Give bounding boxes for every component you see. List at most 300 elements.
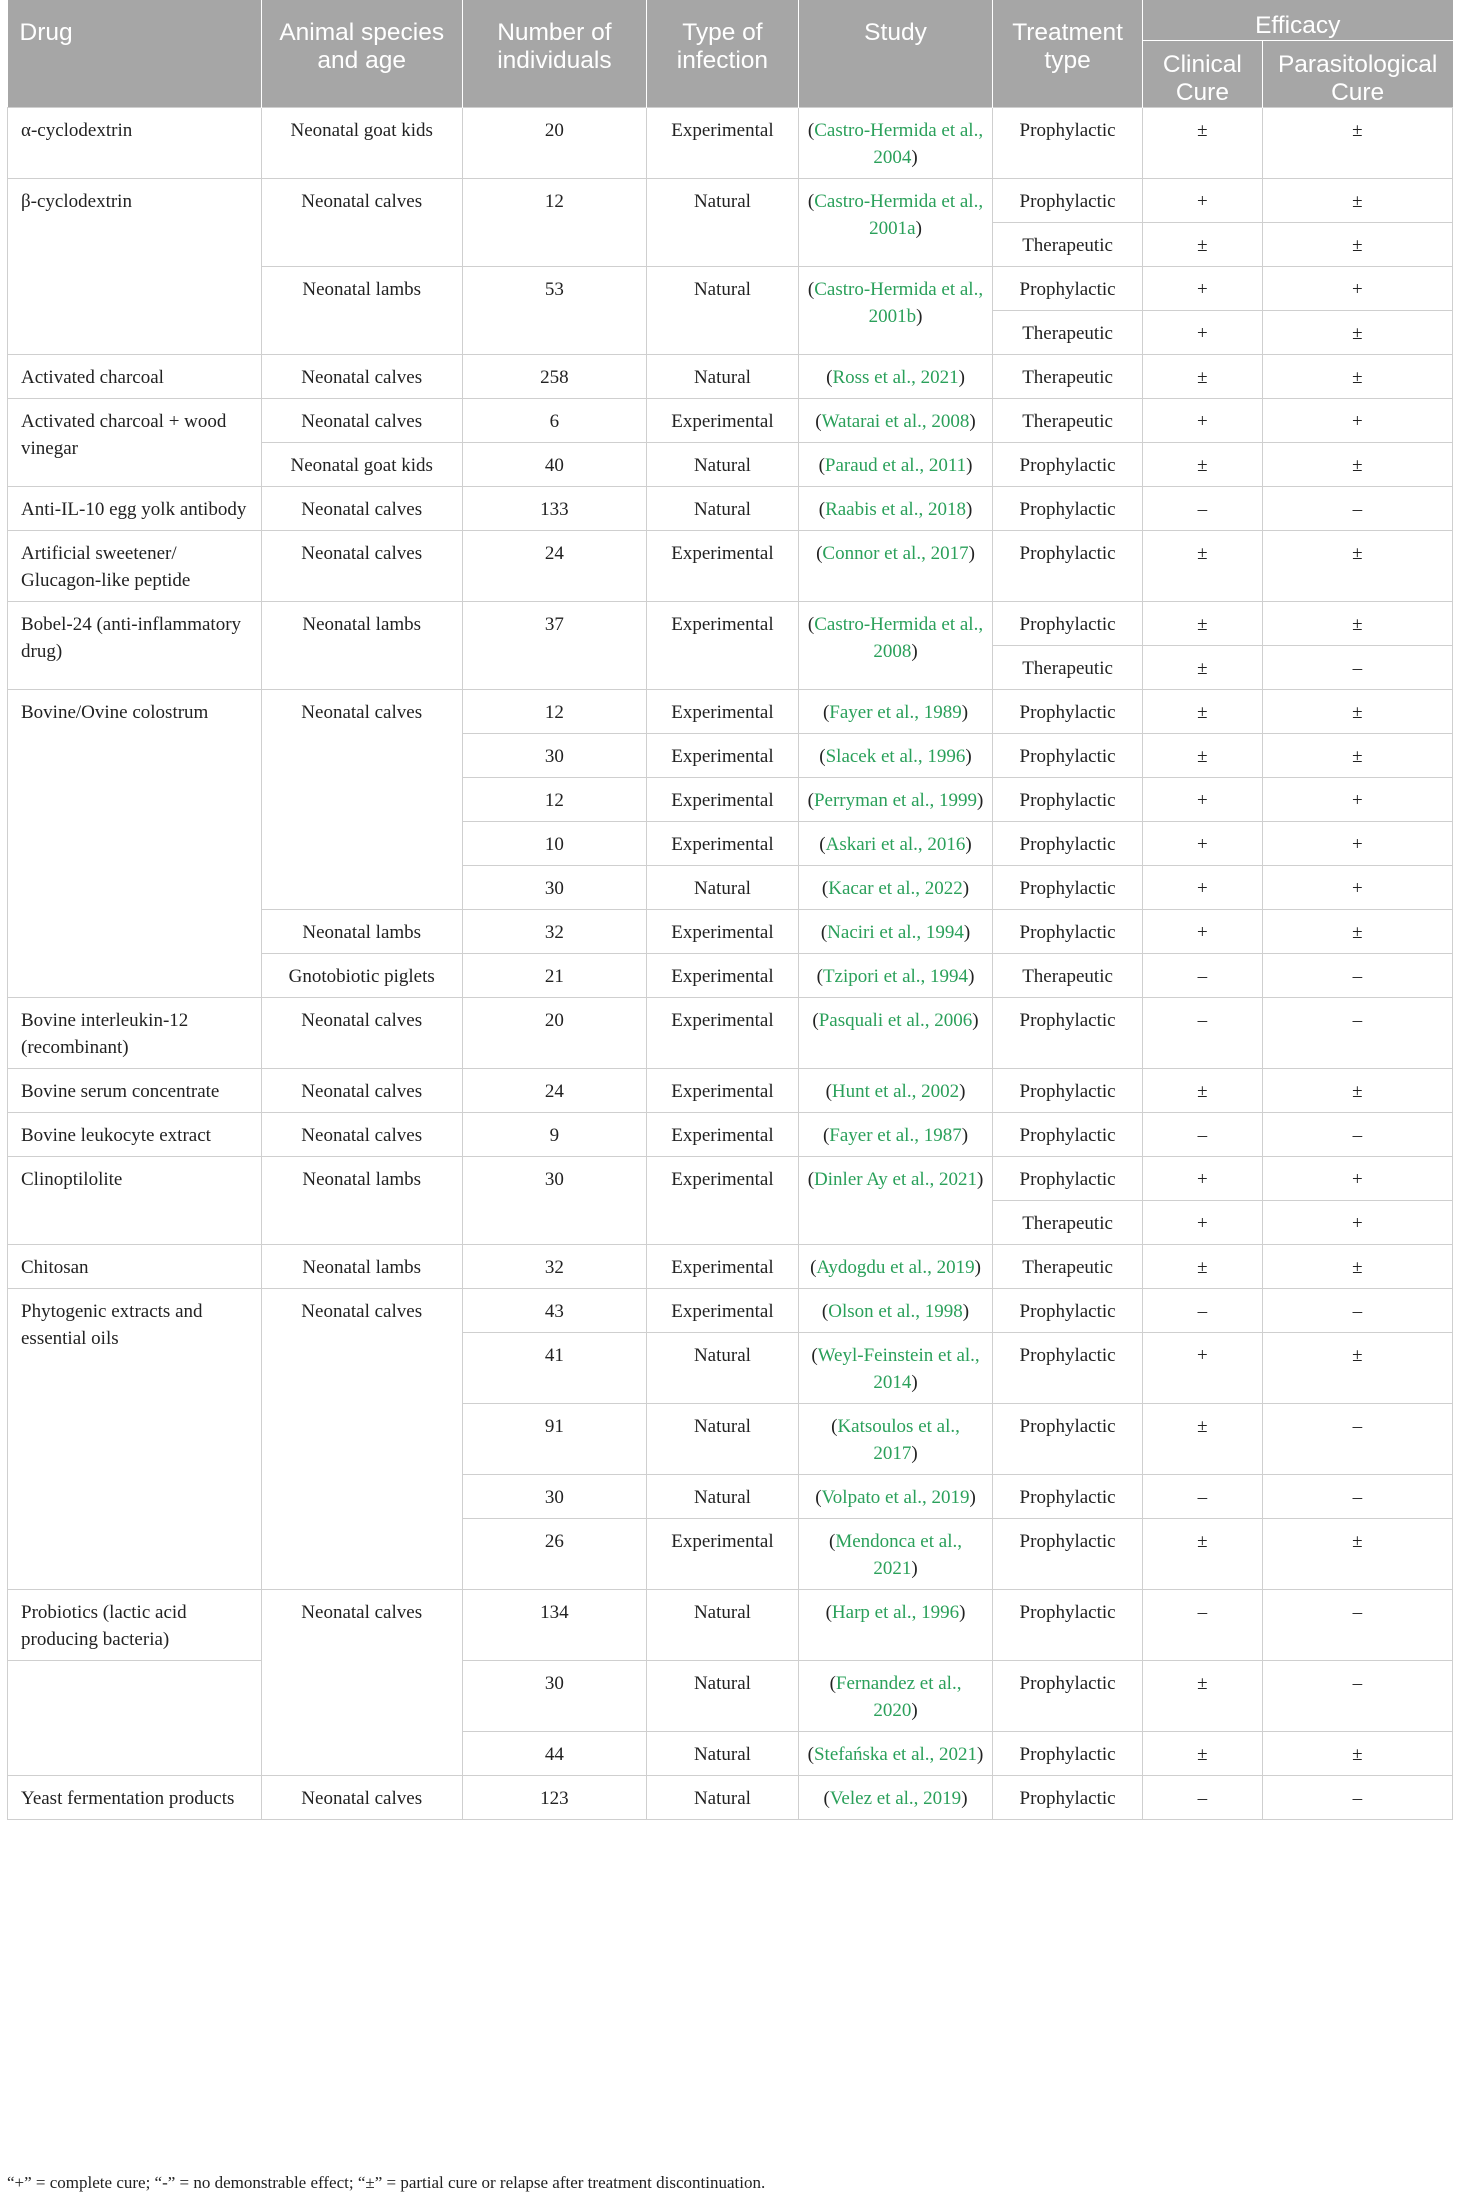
paren-open: ( xyxy=(816,543,823,564)
cell-treatment: Prophylactic xyxy=(993,179,1143,223)
cell-treatment: Prophylactic xyxy=(993,602,1143,646)
cell-treatment: Prophylactic xyxy=(993,910,1143,954)
cell-infection: Experimental xyxy=(646,1519,798,1590)
paren-open: ( xyxy=(819,834,826,855)
cell-number: 24 xyxy=(462,531,646,602)
cell-study xyxy=(798,487,992,531)
cell-clinical-cure: ± xyxy=(1143,1069,1263,1113)
cell-study xyxy=(798,1289,992,1333)
table-body xyxy=(8,108,1453,1820)
cell-treatment: Therapeutic xyxy=(993,1245,1143,1289)
study-citation-link[interactable]: Harp et al., 1996 xyxy=(831,1602,960,1623)
cell-treatment: Prophylactic xyxy=(993,998,1143,1069)
cell-drug: Phytogenic extracts and essential oils xyxy=(8,1289,262,1590)
cell-clinical-cure: + xyxy=(1143,1157,1263,1201)
study-citation-link[interactable]: Stefańska et al., 2021 xyxy=(813,1744,978,1765)
cell-clinical-cure: + xyxy=(1143,778,1263,822)
cell-clinical-cure: ± xyxy=(1143,734,1263,778)
cell-parasitological-cure: ± xyxy=(1262,690,1452,734)
paren-close: ) xyxy=(961,1788,968,1809)
table-row xyxy=(8,690,1453,734)
cell-species: Neonatal lambs xyxy=(261,910,462,954)
paren-open: ( xyxy=(831,1416,838,1437)
cell-study xyxy=(798,778,992,822)
cell-study xyxy=(798,690,992,734)
cell-number: 10 xyxy=(462,822,646,866)
study-citation-link[interactable]: Tzipori et al., 1994 xyxy=(822,966,969,987)
cell-infection: Experimental xyxy=(646,734,798,778)
cell-species: Neonatal calves xyxy=(261,531,462,602)
cell-treatment: Prophylactic xyxy=(993,108,1143,179)
cell-clinical-cure: + xyxy=(1143,179,1263,223)
study-citation-link[interactable]: Aydogdu et al., 2019 xyxy=(816,1257,975,1278)
paren-close: ) xyxy=(965,746,972,767)
table-row xyxy=(8,1289,1453,1333)
cell-species: Neonatal goat kids xyxy=(261,108,462,179)
cell-clinical-cure: – xyxy=(1143,487,1263,531)
cell-drug: Bovine leukocyte extract xyxy=(8,1113,262,1157)
paren-close: ) xyxy=(911,1558,918,1579)
cell-study xyxy=(798,179,992,267)
cell-infection: Natural xyxy=(646,355,798,399)
cell-infection: Natural xyxy=(646,443,798,487)
cell-drug: Bovine serum concentrate xyxy=(8,1069,262,1113)
cell-species: Neonatal lambs xyxy=(261,602,462,690)
cell-parasitological-cure: + xyxy=(1262,822,1452,866)
cell-study xyxy=(798,1475,992,1519)
cell-infection: Natural xyxy=(646,1776,798,1820)
paren-close: ) xyxy=(911,1372,918,1393)
study-citation-link[interactable]: Volpato et al., 2019 xyxy=(821,1487,970,1508)
cell-number: 20 xyxy=(462,998,646,1069)
paren-open: ( xyxy=(819,746,826,767)
cell-species: Neonatal goat kids xyxy=(261,443,462,487)
paren-open: ( xyxy=(826,367,833,388)
cell-infection: Natural xyxy=(646,1475,798,1519)
cell-clinical-cure: ± xyxy=(1143,690,1263,734)
cell-drug: β-cyclodextrin xyxy=(8,179,262,355)
table-row xyxy=(8,1113,1453,1157)
paren-close: ) xyxy=(959,1081,966,1102)
study-citation-link[interactable]: Mendonca et al., 2021 xyxy=(835,1531,962,1579)
cell-drug: Artificial sweetener/ Glucagon-like peptide xyxy=(8,531,262,602)
cell-parasitological-cure: ± xyxy=(1262,1732,1452,1776)
cell-treatment: Prophylactic xyxy=(993,822,1143,866)
paren-open: ( xyxy=(815,411,822,432)
study-citation-link[interactable]: Watarai et al., 2008 xyxy=(821,411,970,432)
cell-clinical-cure: – xyxy=(1143,1289,1263,1333)
paren-close: ) xyxy=(977,790,984,811)
cell-number: 40 xyxy=(462,443,646,487)
paren-close: ) xyxy=(911,1700,918,1721)
cell-number: 258 xyxy=(462,355,646,399)
paren-open: ( xyxy=(821,878,829,899)
paren-close: ) xyxy=(962,1301,970,1322)
study-citation-link[interactable]: Kacar et al., 2022 xyxy=(828,878,963,899)
paren-open: ( xyxy=(811,1345,818,1366)
cell-study xyxy=(798,531,992,602)
cell-parasitological-cure: ± xyxy=(1262,1519,1452,1590)
cell-parasitological-cure: ± xyxy=(1262,1245,1452,1289)
cell-species: Gnotobiotic piglets xyxy=(261,954,462,998)
cell-parasitological-cure: + xyxy=(1262,866,1452,910)
cell-clinical-cure: + xyxy=(1143,267,1263,311)
cell-drug: Anti-IL-10 egg yolk antibody xyxy=(8,487,262,531)
cell-drug xyxy=(8,1661,262,1776)
cell-study xyxy=(798,1333,992,1404)
cell-study xyxy=(798,954,992,998)
cell-infection: Experimental xyxy=(646,1289,798,1333)
cell-study xyxy=(798,1245,992,1289)
paren-close: ) xyxy=(965,834,972,855)
cell-clinical-cure: – xyxy=(1143,954,1263,998)
table-row xyxy=(8,602,1453,646)
cell-number: 26 xyxy=(462,1519,646,1590)
paren-close: ) xyxy=(911,641,918,662)
table-row xyxy=(8,179,1453,223)
study-citation-link[interactable]: Connor et al., 2017 xyxy=(822,543,969,564)
cell-number: 30 xyxy=(462,866,646,910)
cell-study xyxy=(798,910,992,954)
cell-clinical-cure: + xyxy=(1143,910,1263,954)
paren-open: ( xyxy=(807,1169,815,1190)
cell-parasitological-cure: – xyxy=(1262,1113,1452,1157)
cell-treatment: Prophylactic xyxy=(993,1404,1143,1475)
cell-study xyxy=(798,267,992,355)
cell-parasitological-cure: – xyxy=(1262,1404,1452,1475)
cell-treatment: Prophylactic xyxy=(993,1157,1143,1201)
cell-treatment: Therapeutic xyxy=(993,954,1143,998)
cell-species: Neonatal calves xyxy=(261,998,462,1069)
cell-infection: Natural xyxy=(646,1732,798,1776)
cell-parasitological-cure: ± xyxy=(1262,531,1452,602)
paren-open: ( xyxy=(818,455,825,476)
study-citation-link[interactable]: Askari et al., 2016 xyxy=(825,834,966,855)
cell-clinical-cure: ± xyxy=(1143,1245,1263,1289)
paren-close: ) xyxy=(959,1602,966,1623)
table-row xyxy=(8,1776,1453,1820)
cell-infection: Experimental xyxy=(646,1069,798,1113)
cell-infection: Experimental xyxy=(646,1157,798,1245)
cell-species: Neonatal calves xyxy=(261,487,462,531)
study-citation-link[interactable]: Weyl-Feinstein et al., 2014 xyxy=(817,1345,980,1393)
paren-open: ( xyxy=(807,191,815,212)
cell-parasitological-cure: ± xyxy=(1262,108,1452,179)
cell-treatment: Prophylactic xyxy=(993,1069,1143,1113)
cell-species: Neonatal calves xyxy=(261,179,462,267)
cell-infection: Experimental xyxy=(646,690,798,734)
paren-open: ( xyxy=(807,1744,814,1765)
header-species: Animal species and age xyxy=(261,0,462,108)
study-citation-link[interactable]: Raabis et al., 2018 xyxy=(825,499,966,520)
cell-clinical-cure: + xyxy=(1143,866,1263,910)
cell-clinical-cure: + xyxy=(1143,1201,1263,1245)
paren-open: ( xyxy=(807,790,814,811)
study-citation-link[interactable]: Castro-Hermida et al., 2008 xyxy=(814,614,984,662)
cell-species: Neonatal lambs xyxy=(261,1245,462,1289)
paren-close: ) xyxy=(972,1010,979,1031)
cell-treatment: Prophylactic xyxy=(993,1113,1143,1157)
study-citation-link[interactable]: Castro-Hermida et al., 2001b xyxy=(814,279,984,327)
cell-parasitological-cure: ± xyxy=(1262,311,1452,355)
cell-clinical-cure: + xyxy=(1143,311,1263,355)
cell-number: 43 xyxy=(462,1289,646,1333)
cell-study xyxy=(798,734,992,778)
cell-study xyxy=(798,1157,992,1245)
cell-treatment: Therapeutic xyxy=(993,223,1143,267)
cell-clinical-cure: – xyxy=(1143,1113,1263,1157)
table-footnote: “+” = complete cure; “-” = no demonstrable effect; “±” = partial cure or relapse after treatment discontinuation. xyxy=(7,2173,766,2192)
paren-close: ) xyxy=(968,966,975,987)
cell-parasitological-cure: ± xyxy=(1262,179,1452,223)
cell-infection: Natural xyxy=(646,1333,798,1404)
cell-drug: Activated charcoal + wood vinegar xyxy=(8,399,262,487)
efficacy-table xyxy=(7,0,1453,1820)
cell-clinical-cure: – xyxy=(1143,1776,1263,1820)
paren-open: ( xyxy=(815,1487,822,1508)
cell-infection: Experimental xyxy=(646,399,798,443)
paren-open: ( xyxy=(822,702,830,723)
cell-infection: Experimental xyxy=(646,778,798,822)
cell-clinical-cure: ± xyxy=(1143,1661,1263,1732)
cell-clinical-cure: + xyxy=(1143,1333,1263,1404)
cell-parasitological-cure: ± xyxy=(1262,223,1452,267)
cell-clinical-cure: – xyxy=(1143,1475,1263,1519)
paren-open: ( xyxy=(807,279,815,300)
header-number: Number of individuals xyxy=(462,0,646,108)
study-citation-link[interactable]: Naciri et al., 1994 xyxy=(827,922,964,943)
cell-parasitological-cure: ± xyxy=(1262,1333,1452,1404)
cell-species: Neonatal calves xyxy=(261,1113,462,1157)
study-citation-link[interactable]: Dinler Ay et al., 2021 xyxy=(814,1169,977,1190)
cell-drug: Bovine/Ovine colostrum xyxy=(8,690,262,998)
cell-treatment: Prophylactic xyxy=(993,1661,1143,1732)
study-citation-link[interactable]: Fayer et al., 1989 xyxy=(829,702,962,723)
header-drug: Drug xyxy=(8,0,262,108)
header-efficacy: Efficacy xyxy=(1143,0,1453,41)
paren-close: ) xyxy=(974,1257,981,1278)
cell-infection: Experimental xyxy=(646,531,798,602)
table-row xyxy=(8,1590,1453,1661)
cell-parasitological-cure: – xyxy=(1262,646,1452,690)
paren-close: ) xyxy=(916,306,923,327)
paren-open: ( xyxy=(825,1081,832,1102)
paren-close: ) xyxy=(969,1487,976,1508)
paren-close: ) xyxy=(961,702,969,723)
cell-number: 20 xyxy=(462,108,646,179)
paren-close: ) xyxy=(966,455,973,476)
cell-clinical-cure: – xyxy=(1143,998,1263,1069)
cell-parasitological-cure: ± xyxy=(1262,355,1452,399)
paren-close: ) xyxy=(958,367,965,388)
cell-study xyxy=(798,1776,992,1820)
cell-number: 9 xyxy=(462,1113,646,1157)
cell-treatment: Prophylactic xyxy=(993,866,1143,910)
cell-clinical-cure: + xyxy=(1143,399,1263,443)
paren-close: ) xyxy=(915,218,922,239)
cell-study xyxy=(798,866,992,910)
cell-parasitological-cure: – xyxy=(1262,1776,1452,1820)
study-citation-link[interactable]: Perryman et al., 1999 xyxy=(813,790,978,811)
cell-treatment: Prophylactic xyxy=(993,778,1143,822)
study-citation-link[interactable]: Velez et al., 2019 xyxy=(829,1788,962,1809)
cell-study xyxy=(798,399,992,443)
cell-treatment: Prophylactic xyxy=(993,1776,1143,1820)
cell-treatment: Prophylactic xyxy=(993,690,1143,734)
cell-infection: Experimental xyxy=(646,910,798,954)
cell-species: Neonatal lambs xyxy=(261,1157,462,1245)
cell-parasitological-cure: ± xyxy=(1262,734,1452,778)
cell-study xyxy=(798,998,992,1069)
paren-open: ( xyxy=(818,499,826,520)
cell-infection: Natural xyxy=(646,1590,798,1661)
paren-open: ( xyxy=(823,1788,830,1809)
cell-parasitological-cure: – xyxy=(1262,1590,1452,1661)
study-citation-link[interactable]: Pasquali et al., 2006 xyxy=(818,1010,973,1031)
cell-study xyxy=(798,1404,992,1475)
study-citation-link[interactable]: Ross et al., 2021 xyxy=(832,367,959,388)
table-row xyxy=(8,355,1453,399)
cell-number: 6 xyxy=(462,399,646,443)
study-citation-link[interactable]: Katsoulos et al., 2017 xyxy=(837,1416,960,1464)
cell-study xyxy=(798,602,992,690)
cell-treatment: Therapeutic xyxy=(993,399,1143,443)
cell-study xyxy=(798,443,992,487)
cell-clinical-cure: ± xyxy=(1143,355,1263,399)
paren-open: ( xyxy=(807,614,815,635)
header-treatment: Treatment type xyxy=(993,0,1143,108)
cell-parasitological-cure: – xyxy=(1262,487,1452,531)
paren-close: ) xyxy=(911,1443,918,1464)
cell-treatment: Prophylactic xyxy=(993,1732,1143,1776)
cell-drug: Clinoptilolite xyxy=(8,1157,262,1245)
study-citation-link[interactable]: Hunt et al., 2002 xyxy=(831,1081,960,1102)
cell-infection: Natural xyxy=(646,1661,798,1732)
cell-parasitological-cure: + xyxy=(1262,399,1452,443)
table-row xyxy=(8,108,1453,179)
cell-species: Neonatal calves xyxy=(261,690,462,910)
header-study: Study xyxy=(798,0,992,108)
study-citation-link[interactable]: Fernandez et al., 2020 xyxy=(835,1673,962,1721)
paren-open: ( xyxy=(821,1301,829,1322)
cell-parasitological-cure: ± xyxy=(1262,910,1452,954)
paren-open: ( xyxy=(822,1125,830,1146)
cell-parasitological-cure: + xyxy=(1262,267,1452,311)
cell-species: Neonatal lambs xyxy=(261,267,462,355)
cell-study xyxy=(798,1113,992,1157)
cell-species: Neonatal calves xyxy=(261,1776,462,1820)
cell-infection: Experimental xyxy=(646,1245,798,1289)
cell-treatment: Therapeutic xyxy=(993,1201,1143,1245)
cell-number: 12 xyxy=(462,690,646,734)
cell-number: 32 xyxy=(462,1245,646,1289)
cell-treatment: Therapeutic xyxy=(993,355,1143,399)
cell-parasitological-cure: + xyxy=(1262,1201,1452,1245)
cell-treatment: Prophylactic xyxy=(993,1333,1143,1404)
paren-close: ) xyxy=(961,1125,969,1146)
cell-treatment: Prophylactic xyxy=(993,1289,1143,1333)
cell-drug: Bovine interleukin-12 (recombinant) xyxy=(8,998,262,1069)
study-citation-link[interactable]: Paraud et al., 2011 xyxy=(824,455,967,476)
table-row xyxy=(8,998,1453,1069)
paren-open: ( xyxy=(816,966,823,987)
cell-clinical-cure: + xyxy=(1143,822,1263,866)
cell-infection: Experimental xyxy=(646,1113,798,1157)
cell-clinical-cure: ± xyxy=(1143,1732,1263,1776)
cell-number: 30 xyxy=(462,1475,646,1519)
table-row xyxy=(8,1245,1453,1289)
cell-study xyxy=(798,1519,992,1590)
cell-study xyxy=(798,1661,992,1732)
cell-infection: Natural xyxy=(646,487,798,531)
cell-drug: Chitosan xyxy=(8,1245,262,1289)
cell-infection: Experimental xyxy=(646,954,798,998)
cell-drug: Activated charcoal xyxy=(8,355,262,399)
cell-parasitological-cure: ± xyxy=(1262,1069,1452,1113)
cell-species: Neonatal calves xyxy=(261,355,462,399)
cell-clinical-cure: ± xyxy=(1143,531,1263,602)
cell-infection: Natural xyxy=(646,1404,798,1475)
cell-clinical-cure: – xyxy=(1143,1590,1263,1661)
cell-infection: Experimental xyxy=(646,108,798,179)
cell-drug: Yeast fermentation products xyxy=(8,1776,262,1820)
cell-number: 44 xyxy=(462,1732,646,1776)
paren-close: ) xyxy=(963,922,971,943)
cell-number: 24 xyxy=(462,1069,646,1113)
cell-treatment: Prophylactic xyxy=(993,443,1143,487)
paren-open: ( xyxy=(829,1531,836,1552)
paren-close: ) xyxy=(969,411,976,432)
paren-open: ( xyxy=(829,1673,836,1694)
cell-number: 12 xyxy=(462,179,646,267)
cell-clinical-cure: ± xyxy=(1143,602,1263,646)
cell-parasitological-cure: – xyxy=(1262,1661,1452,1732)
cell-drug: Bobel-24 (anti-inflammatory drug) xyxy=(8,602,262,690)
cell-number: 30 xyxy=(462,734,646,778)
paren-open: ( xyxy=(812,1010,819,1031)
study-citation-link[interactable]: Castro-Hermida et al., 2001a xyxy=(814,191,984,239)
cell-drug: Probiotics (lactic acid producing bacteria) xyxy=(8,1590,262,1661)
cell-parasitological-cure: – xyxy=(1262,1475,1452,1519)
cell-treatment: Prophylactic xyxy=(993,267,1143,311)
cell-study xyxy=(798,1590,992,1661)
cell-number: 41 xyxy=(462,1333,646,1404)
table-row xyxy=(8,1069,1453,1113)
study-citation-link[interactable]: Fayer et al., 1987 xyxy=(829,1125,962,1146)
paren-close: ) xyxy=(977,1744,984,1765)
table-row xyxy=(8,399,1453,443)
study-citation-link[interactable]: Olson et al., 1998 xyxy=(828,1301,963,1322)
cell-number: 134 xyxy=(462,1590,646,1661)
cell-parasitological-cure: ± xyxy=(1262,602,1452,646)
cell-treatment: Prophylactic xyxy=(993,1590,1143,1661)
study-citation-link[interactable]: Castro-Hermida et al., 2004 xyxy=(814,120,984,168)
paren-close: ) xyxy=(965,499,973,520)
study-citation-link[interactable]: Slacek et al., 1996 xyxy=(825,746,966,767)
cell-number: 32 xyxy=(462,910,646,954)
cell-species: Neonatal calves xyxy=(261,1069,462,1113)
cell-number: 53 xyxy=(462,267,646,355)
cell-number: 91 xyxy=(462,1404,646,1475)
cell-parasitological-cure: – xyxy=(1262,1289,1452,1333)
cell-clinical-cure: ± xyxy=(1143,646,1263,690)
cell-species: Neonatal calves xyxy=(261,1289,462,1590)
cell-species: Neonatal calves xyxy=(261,399,462,443)
cell-species: Neonatal calves xyxy=(261,1590,462,1776)
paren-close: ) xyxy=(911,147,918,168)
cell-parasitological-cure: – xyxy=(1262,954,1452,998)
cell-infection: Natural xyxy=(646,179,798,267)
